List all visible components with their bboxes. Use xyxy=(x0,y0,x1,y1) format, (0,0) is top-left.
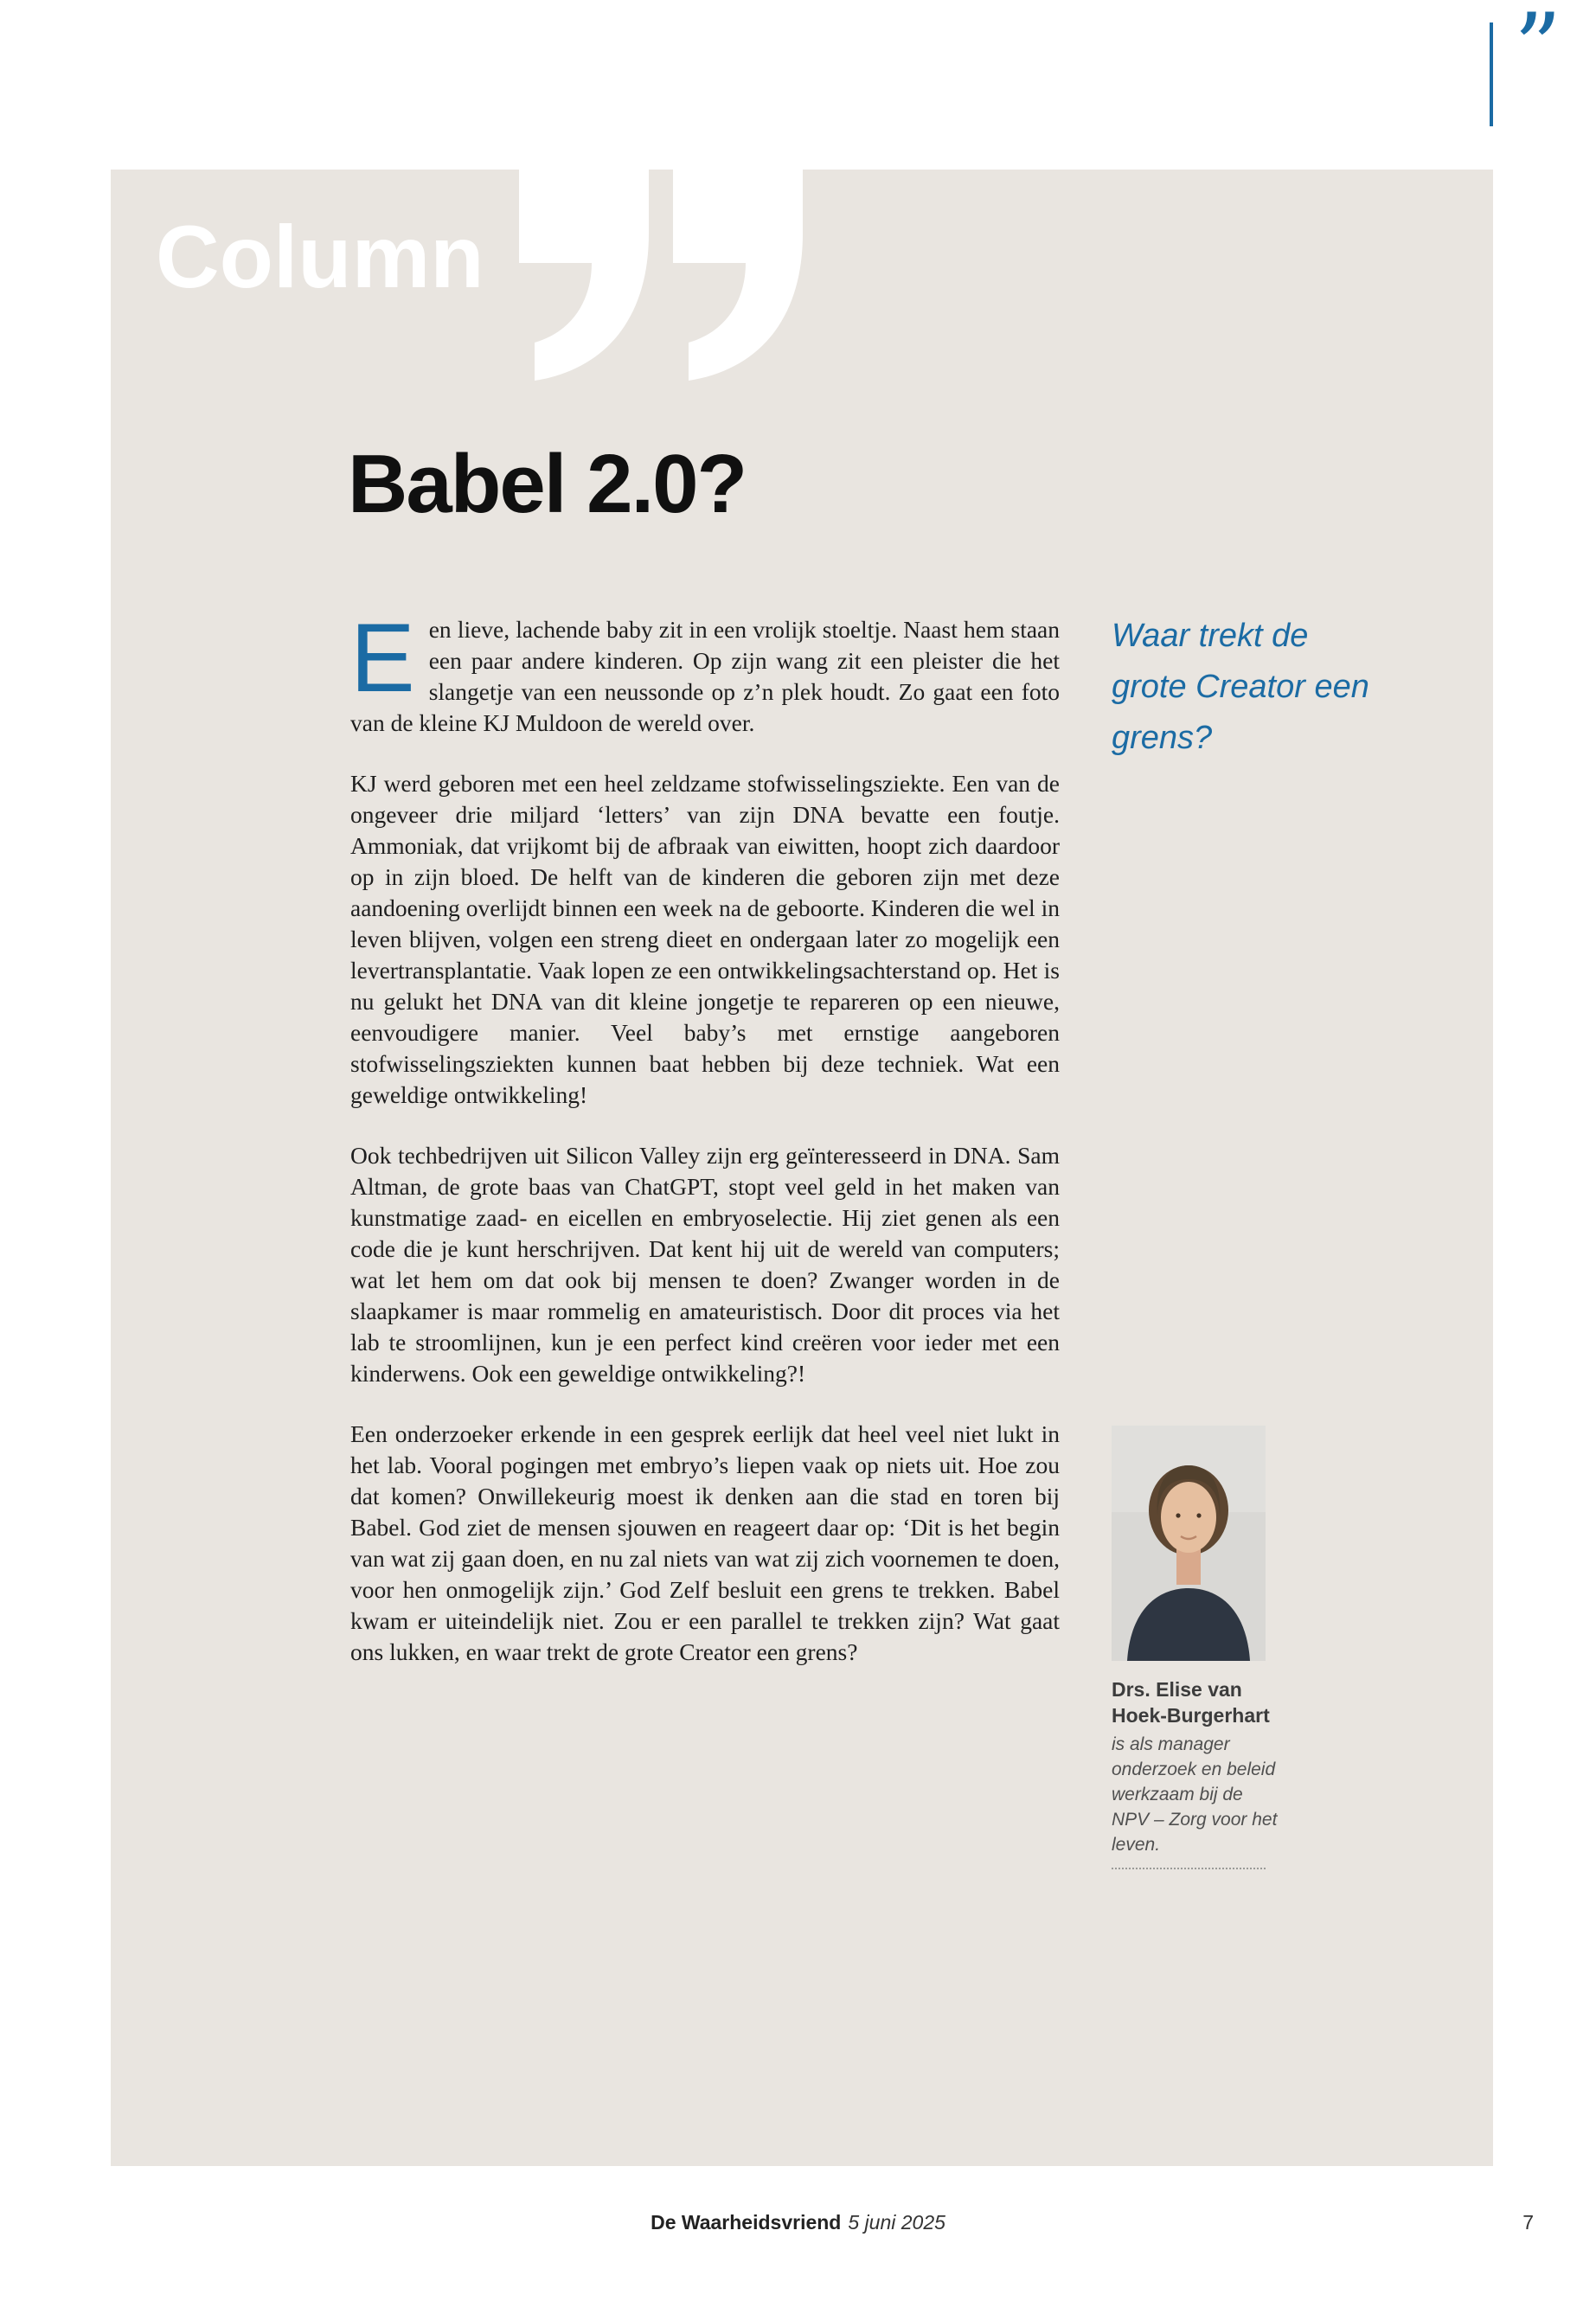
drop-cap: E xyxy=(350,604,415,712)
magazine-title: De Waarheidsvriend xyxy=(651,2211,842,2234)
face xyxy=(1161,1482,1216,1553)
article-title: Babel 2.0? xyxy=(348,438,747,530)
paragraph-1 xyxy=(350,604,1060,739)
author-bio: is als manager onderzoek en beleid werkzaam bij de NPV – Zorg voor het leven. xyxy=(1112,1734,1278,1855)
caption-divider xyxy=(1112,1868,1266,1869)
issue-date: 5 juni 2025 xyxy=(848,2211,945,2234)
author-name: Drs. Elise van Hoek-Burgerhart xyxy=(1112,1678,1270,1727)
author-photo xyxy=(1112,1426,1266,1661)
paragraph-3: Ook techbedrijven uit Silicon Valley zijn erg geïnteresseerd in DNA. Sam Altman, de grote baas van ChatGPT, stopt veel geld in het maken van kunstmatige zaad- en eicellen en embryoselectie. Hij ziet genen als een code die je kunt herschrijven. Dat kent hij uit de wereld van computers; wat let hem om dat ook bij mensen te doen? Zwanger worden in de slaapkamer is maar rommelig en amateuristisch. Door dit proces via het lab te stroomlijnen, kun je een perfect kind creëren voor ieder met een kinderwens. Ook een geweldige ontwikkeling?! xyxy=(350,1142,1060,1387)
section-kicker: Column xyxy=(156,208,484,306)
page-number: 7 xyxy=(1522,2211,1534,2234)
page-footer xyxy=(0,2211,1596,2234)
paragraph-4: Een onderzoeker erkende in een gesprek eerlijk dat heel veel niet lukt in het lab. Vooral pogingen met embryo’s liepen vaak op niets uit. Hoe zou dat komen? Onwillekeurig moest ik denken aan die stad en toren bij Babel. God ziet de mensen sjouwen en reageert daar op: ‘Dit is het begin van wat zij gaan doen, en nu zal niets van wat zij zich voornemen te doen, voor hen onmogelijk zijn.’ God Zelf besluit een grens te trekken. Babel kwam er uiteindelijk niet. Zou er een parallel te trekken zijn? Wat gaat ons lukken, en waar trekt de grote Creator een grens? xyxy=(350,1420,1060,1665)
pull-quote: Waar trekt de grote Creator een grens? xyxy=(1112,618,1369,756)
quote-mark-icon: ” xyxy=(1514,0,1562,102)
corner-accent-line xyxy=(1490,22,1493,126)
paragraph-2: KJ werd geboren met een heel zeldzame stofwisselingsziekte. Een van de ongeveer drie miljard ‘letters’ van zijn DNA bevatte een foutje. Ammoniak, dat vrijkomt bij de afbraak van eiwitten, hoopt zich daardoor op in zijn bloed. De helft van de kinderen die geboren zijn met deze aandoening overlijdt binnen een week na de geboorte. Kinderen die wel in leven blijven, volgen een streng dieet en ondergaan later zo mogelijk een levertransplantatie. Vaak lopen ze een ontwikkelingsachterstand op. Het is nu gelukt het DNA van dit kleine jongetje te repareren op een nieuwe, eenvoudigere manier. Veel baby’s met ernstige aangeboren stofwisselingsziekten kunnen baat hebben bij deze techniek. Wat een geweldige ontwikkeling! xyxy=(350,770,1060,1108)
paragraph-1-text: en lieve, lachende baby zit in een vrolijk stoeltje. Naast hem staan een paar andere kinderen. Op zijn wang zit een pleister die het slangetje van een neussonde op z’n plek houdt. Zo gaat een foto van de kleine KJ Muldoon de wereld over. xyxy=(350,616,1060,736)
author-caption xyxy=(1112,1676,1278,1869)
large-quote-mark-icon xyxy=(519,121,813,381)
article-body xyxy=(350,604,1060,1697)
